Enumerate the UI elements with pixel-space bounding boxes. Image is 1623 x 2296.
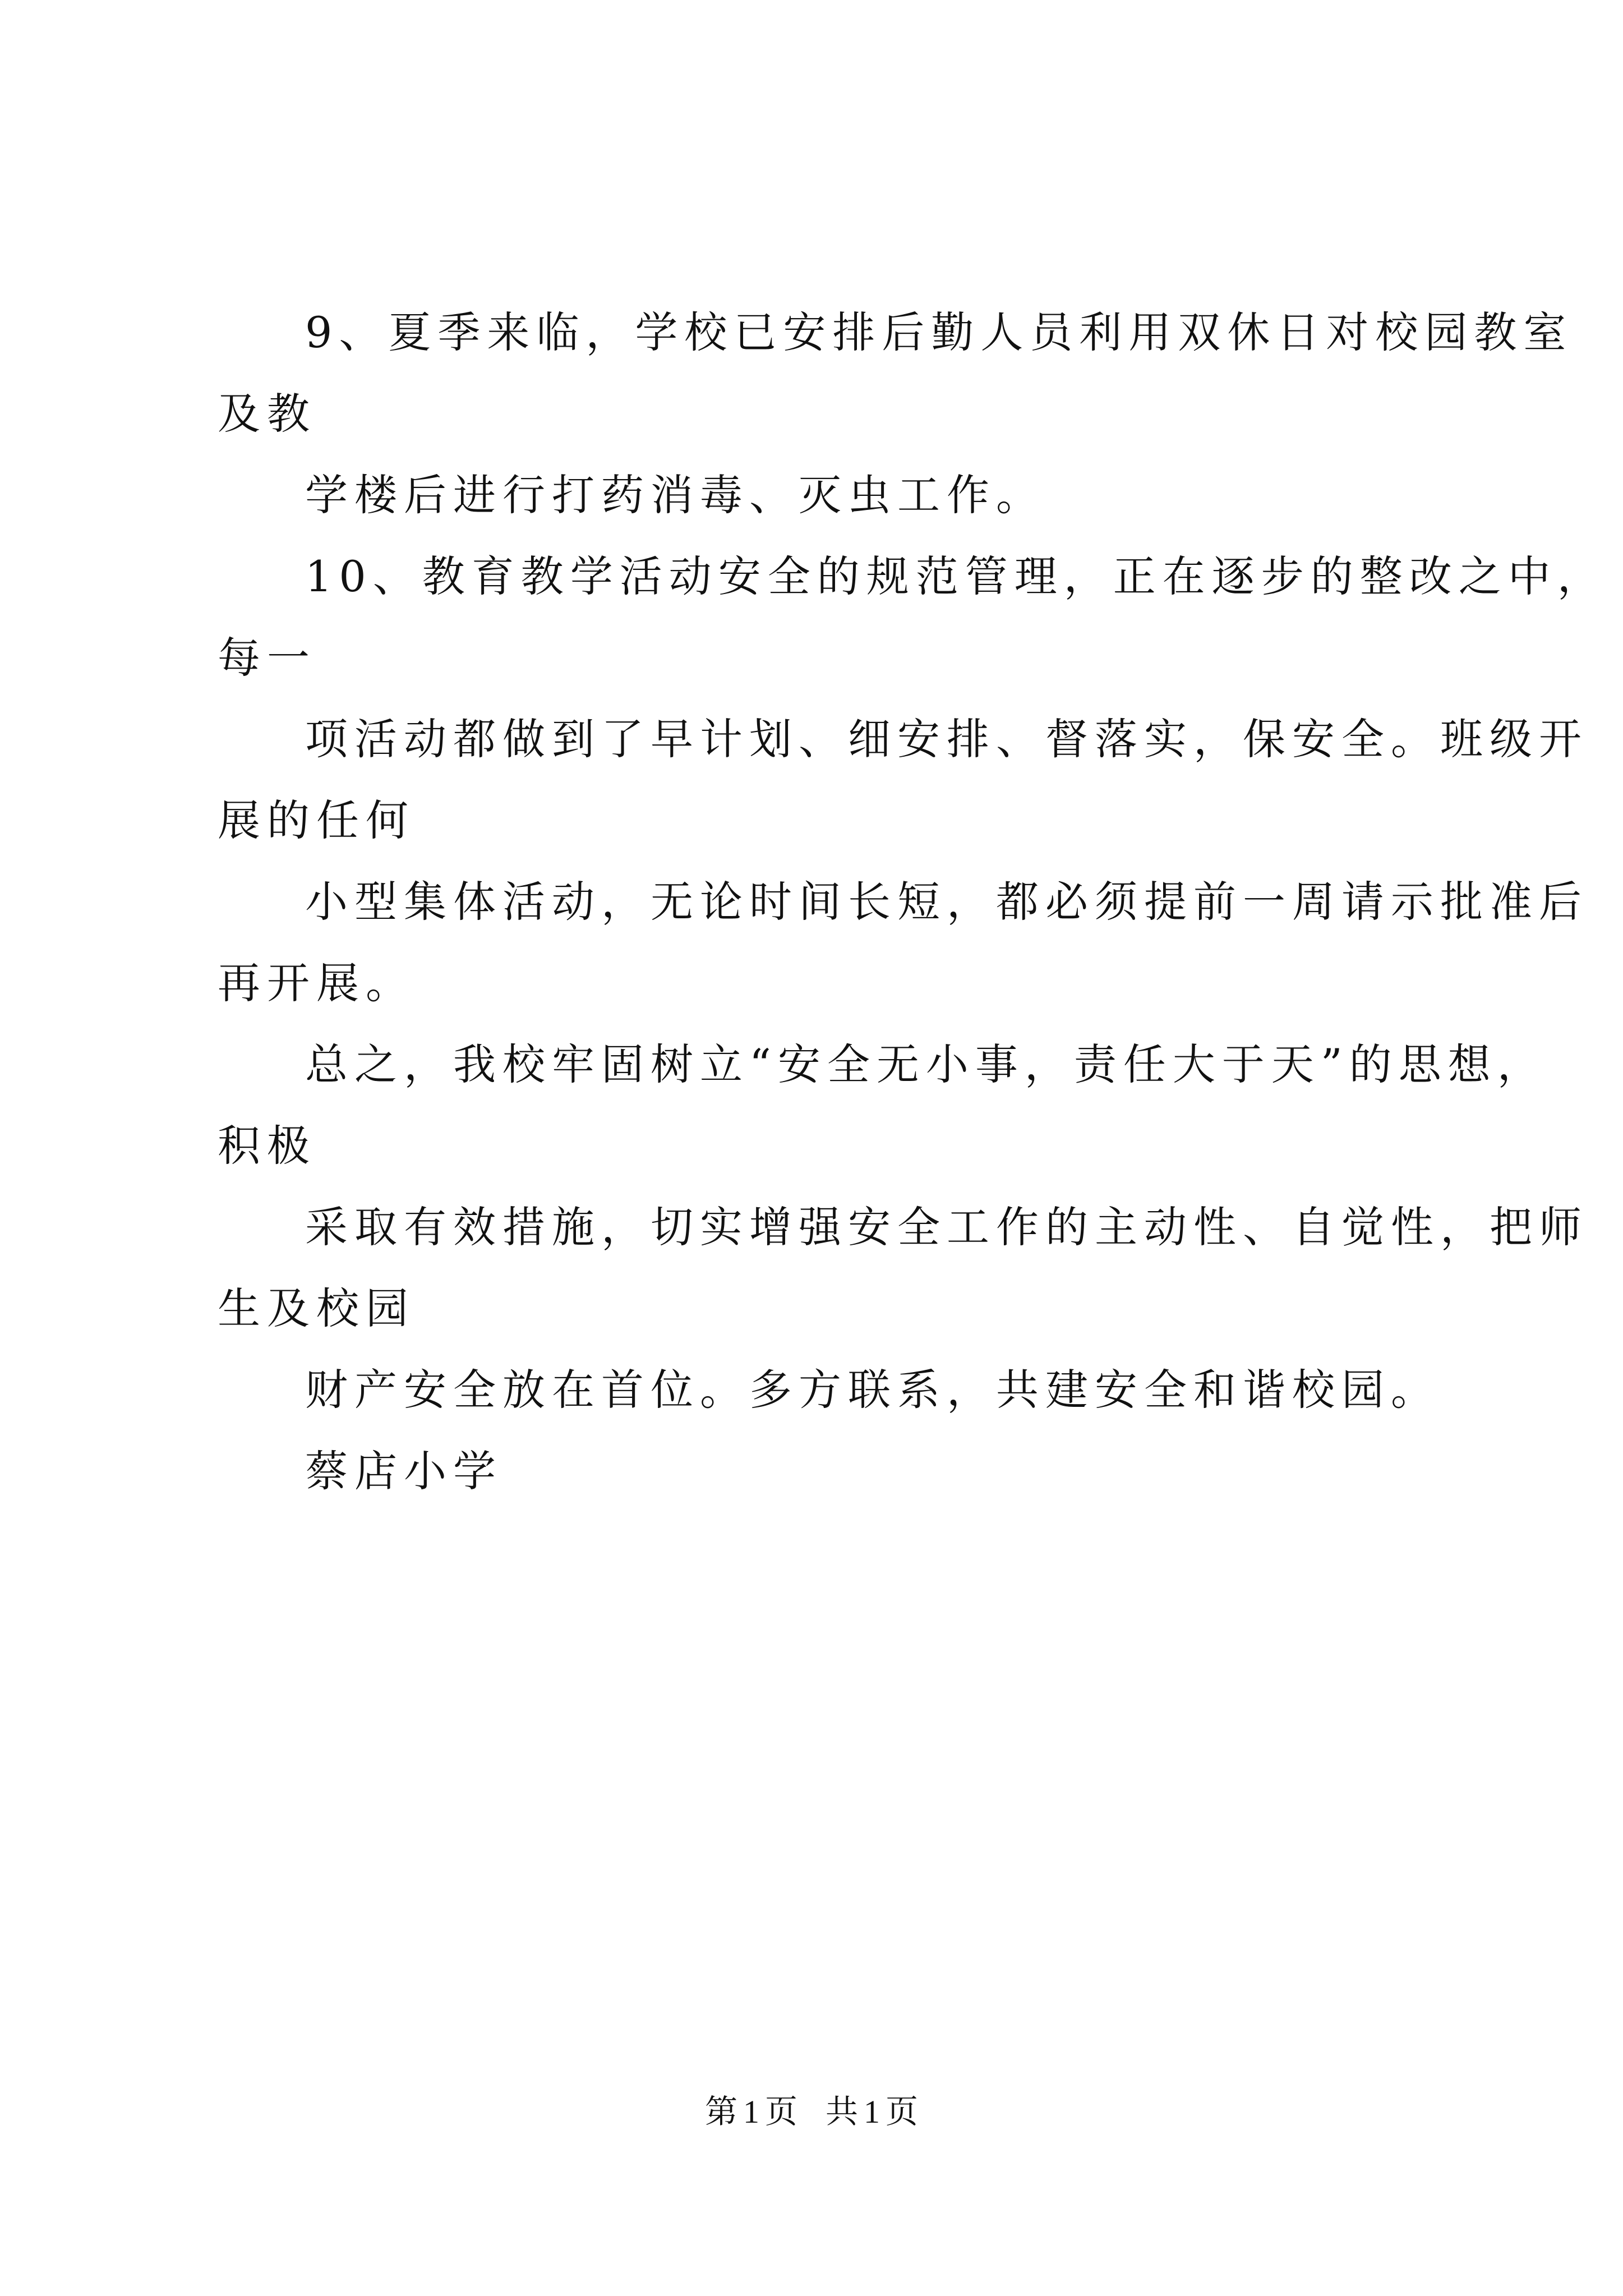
text-line: 及教 bbox=[218, 389, 316, 439]
footer-page-suffix: 页 bbox=[764, 2093, 797, 2130]
text-line: 每一 bbox=[218, 633, 316, 683]
text-line: 9、夏季来临，学校已安排后勤人员利用双休日对校园教室 bbox=[305, 307, 1573, 357]
footer-prefix: 第 bbox=[704, 2093, 737, 2130]
text-line: 财产安全放在首位。多方联系，共建安全和谐校园。 bbox=[305, 1365, 1440, 1415]
page-footer bbox=[0, 2090, 1623, 2134]
text-line: 展的任何 bbox=[218, 795, 415, 845]
page-number: 1 bbox=[743, 2093, 759, 2130]
document-body bbox=[218, 292, 1607, 1512]
text-line: 再开展。 bbox=[218, 958, 415, 1008]
text-line: 采取有效措施，切实增强安全工作的主动性、自觉性，把师 bbox=[305, 1202, 1588, 1252]
total-pages: 1 bbox=[864, 2093, 880, 2130]
text-line: 生及校园 bbox=[218, 1283, 415, 1333]
footer-total-suffix: 页 bbox=[886, 2093, 919, 2130]
footer-total-prefix: 共 bbox=[826, 2093, 859, 2130]
text-line: 总之，我校牢固树立“安全无小事，责任大于天”的思想， bbox=[305, 1039, 1547, 1089]
text-line: 10、教育教学活动安全的规范管理，正在逐步的整改之中， bbox=[305, 551, 1607, 601]
text-line: 项活动都做到了早计划、细安排、督落实，保安全。班级开 bbox=[305, 714, 1588, 764]
text-line: 小型集体活动，无论时间长短，都必须提前一周请示批准后 bbox=[305, 877, 1588, 927]
signature-line: 蔡店小学 bbox=[305, 1446, 502, 1496]
text-line: 积极 bbox=[218, 1121, 316, 1171]
text-line: 学楼后进行打药消毒、灭虫工作。 bbox=[305, 470, 1045, 520]
